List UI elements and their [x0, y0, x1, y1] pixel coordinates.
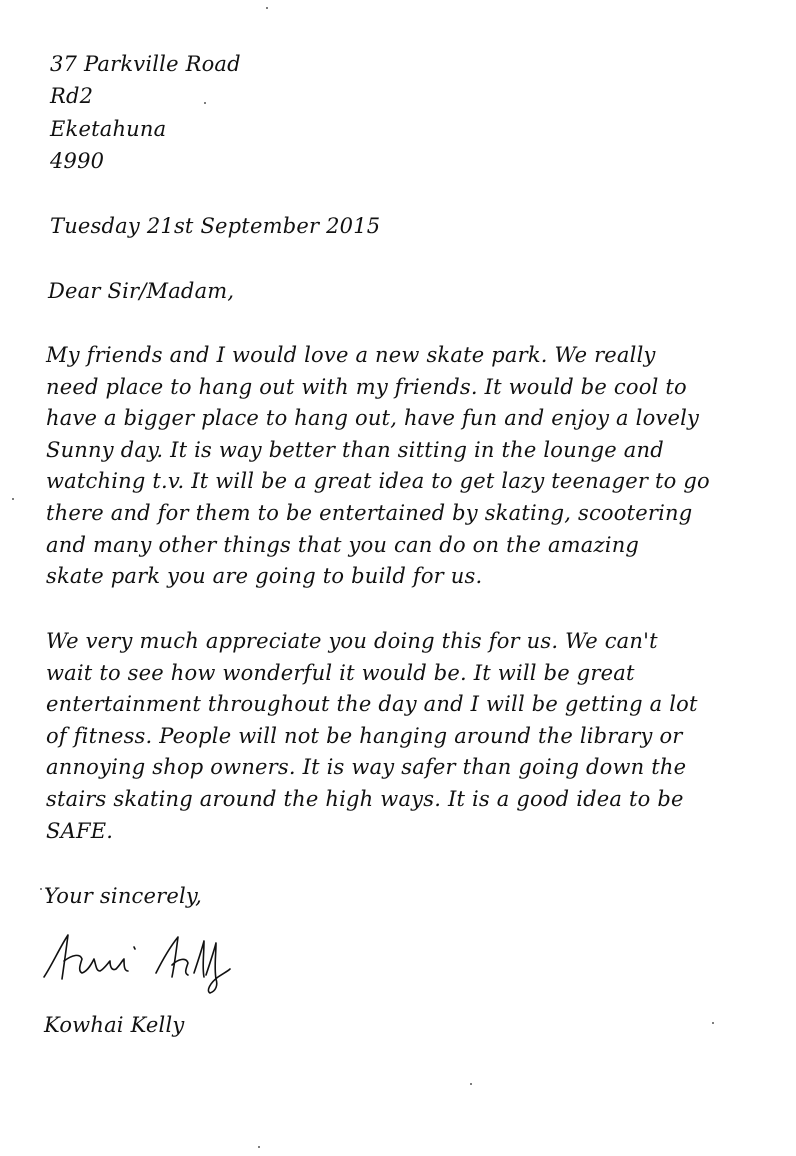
paragraph-line: My friends and I would love a new skate park. We really	[46, 343, 656, 367]
address-line: Rd2	[50, 84, 94, 108]
scan-speck	[470, 1083, 472, 1085]
paragraph-line: SAFE.	[46, 819, 114, 843]
closing: Your sincerely,	[44, 884, 203, 908]
salutation: Dear Sir/Madam,	[48, 279, 235, 303]
paragraph-line: wait to see how wonderful it would be. It will be great	[46, 661, 635, 685]
paragraph-line: Sunny day. It is way better than sitting in the lounge and	[46, 438, 664, 462]
scan-speck	[258, 1146, 260, 1148]
handwritten-signature	[38, 925, 238, 995]
paragraph-line: there and for them to be entertained by skating, scootering	[46, 501, 693, 525]
paragraph-line: skate park you are going to build for us.	[46, 564, 483, 588]
paragraph-line: stairs skating around the high ways. It is a good idea to be	[46, 787, 684, 811]
paragraph-line: annoying shop owners. It is way safer than going down the	[46, 755, 687, 779]
scan-speck	[266, 7, 268, 9]
paragraph-line: of fitness. People will not be hanging around the library or	[46, 724, 683, 748]
paragraph-line: watching t.v. It will be a great idea to get lazy teenager to go	[46, 469, 710, 493]
scan-speck	[12, 498, 14, 500]
address-line: 37 Parkville Road	[50, 52, 241, 76]
scan-speck	[40, 888, 42, 890]
paragraph-line: entertainment throughout the day and I will be getting a lot	[46, 692, 698, 716]
address-line: Eketahuna	[50, 117, 167, 141]
paragraph-line: need place to hang out with my friends. It would be cool to	[46, 375, 687, 399]
paragraph-line: We very much appreciate you doing this for us. We can't	[46, 629, 658, 653]
address-line: 4990	[50, 149, 105, 173]
scan-speck	[204, 102, 206, 104]
paragraph-line: have a bigger place to hang out, have fun and enjoy a lovely	[46, 406, 700, 430]
letter-date: Tuesday 21st September 2015	[50, 214, 381, 238]
scan-speck	[712, 1022, 714, 1024]
paragraph-line: and many other things that you can do on the amazing	[46, 533, 640, 557]
sender-name: Kowhai Kelly	[44, 1013, 185, 1037]
